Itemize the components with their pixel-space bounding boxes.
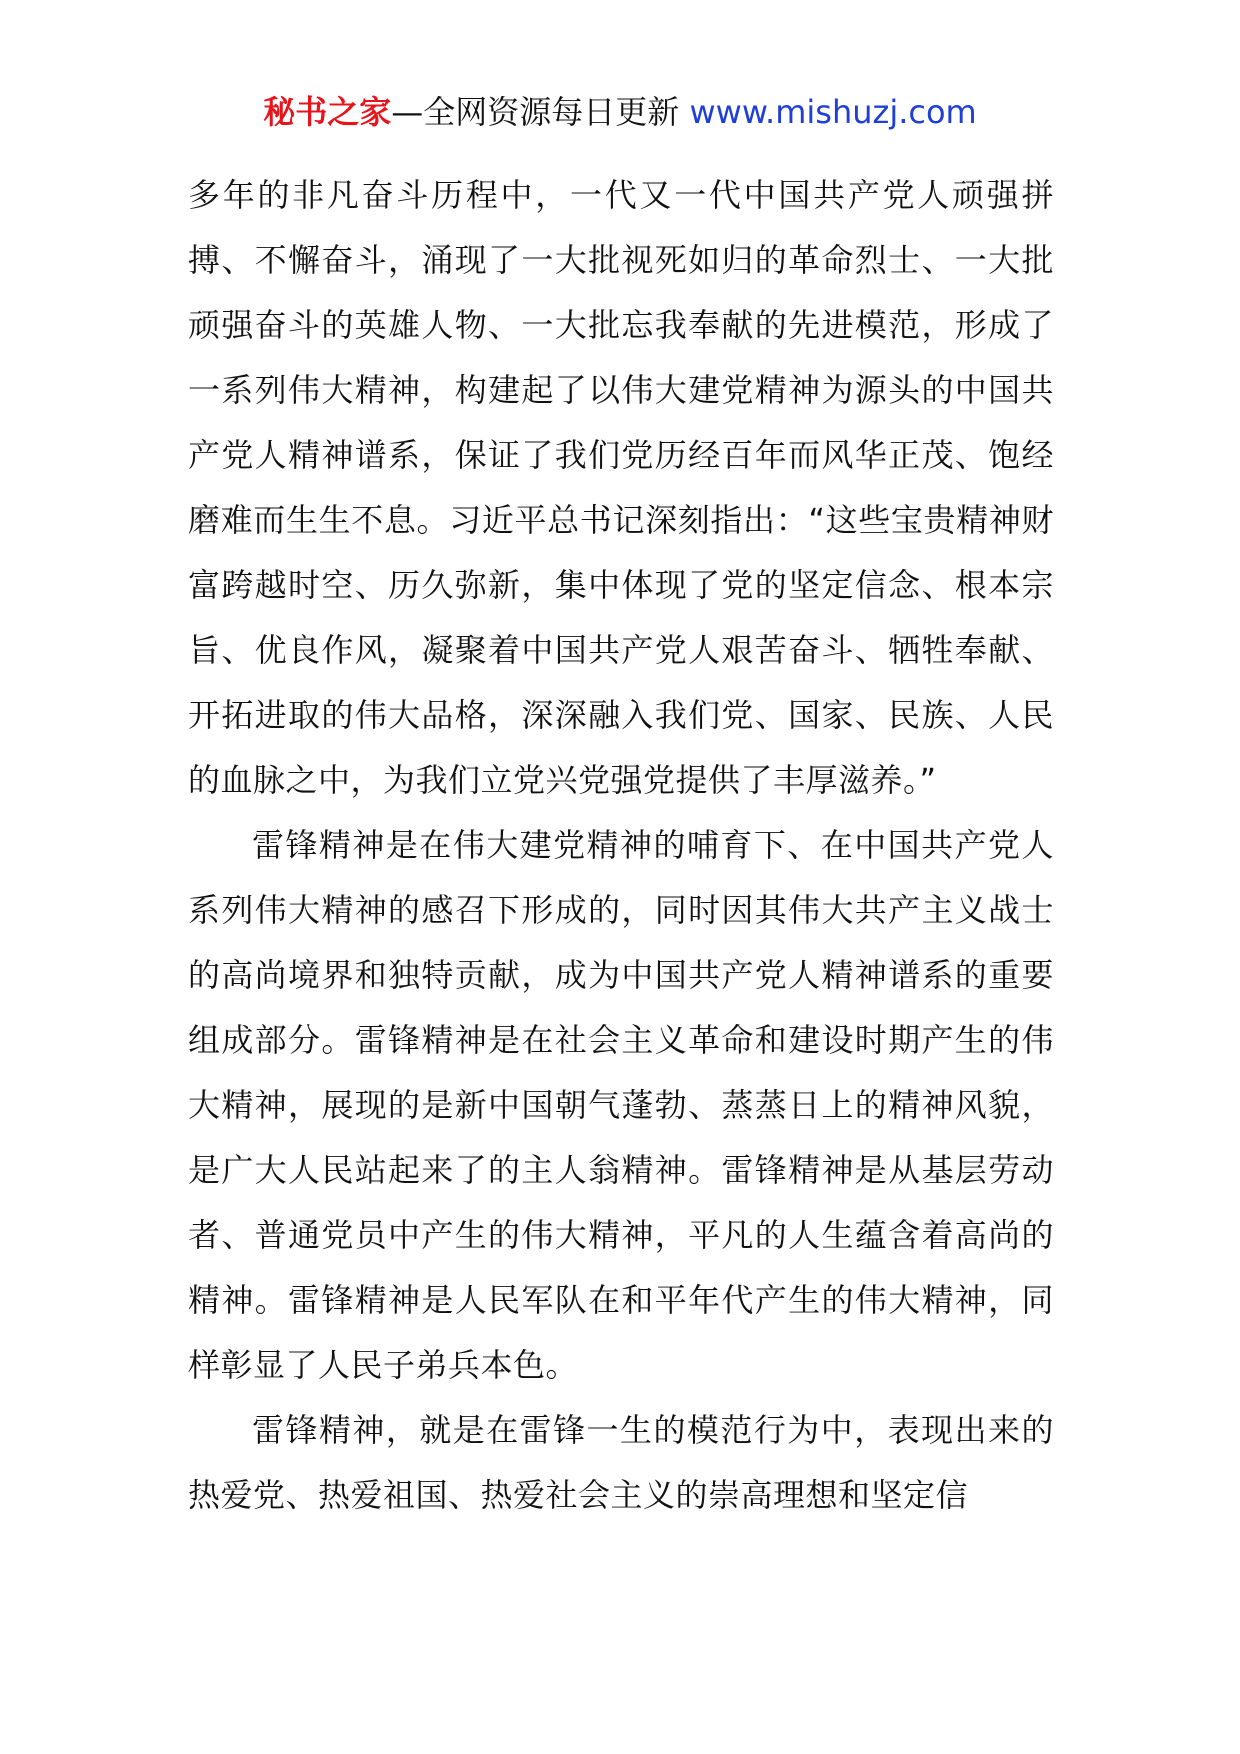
brand-name: 秘书之家 bbox=[263, 93, 392, 131]
paragraph-1: 多年的非凡奋斗历程中，一代又一代中国共产党人顽强拼搏、不懈奋斗，涌现了一大批视死如归的革命烈士、一大批顽强奋斗的英雄人物、一大批忘我奉献的先进模范，形成了一系列伟大精神，构建起了以伟大建党精神为源头的中国共产党人精神谱系，保证了我们党历经百年而风华正茂、饱经磨难而生生不息。习近平总书记深刻指出：“这些宝贵精神财富跨越时空、历久弥新，集中体现了党的坚定信念、根本宗旨、优良作风，凝聚着中国共产党人艰苦奋斗、牺牲奉献、开拓进取的伟大品格，深深融入我们党、国家、民族、人民的血脉之中，为我们立党兴党强党提供了丰厚滋养。” bbox=[188, 176, 1054, 799]
paragraph-2: 雷锋精神是在伟大建党精神的哺育下、在中国共产党人系列伟大精神的感召下形成的，同时因其伟大共产主义战士的高尚境界和独特贡献，成为中国共产党人精神谱系的重要组成部分。雷锋精神是在社会主义革命和建设时期产生的伟大精神，展现的是新中国朝气蓬勃、蒸蒸日上的精神风貌，是广大人民站起来了的主人翁精神。雷锋精神是从基层劳动者、普通党员中产生的伟大精神，平凡的人生蕴含着高尚的精神。雷锋精神是人民军队在和平年代产生的伟大精神，同样彰显了人民子弟兵本色。 bbox=[188, 826, 1054, 1384]
header-tagline: —全网资源每日更新 bbox=[391, 93, 690, 131]
paragraph-3: 雷锋精神，就是在雷锋一生的模范行为中，表现出来的热爱党、热爱祖国、热爱社会主义的崇高理想和坚定信 bbox=[188, 1411, 1054, 1514]
header-url-link[interactable]: www.mishuzj.com bbox=[689, 93, 977, 131]
page-header bbox=[0, 92, 1240, 132]
document-body bbox=[188, 163, 1054, 1528]
